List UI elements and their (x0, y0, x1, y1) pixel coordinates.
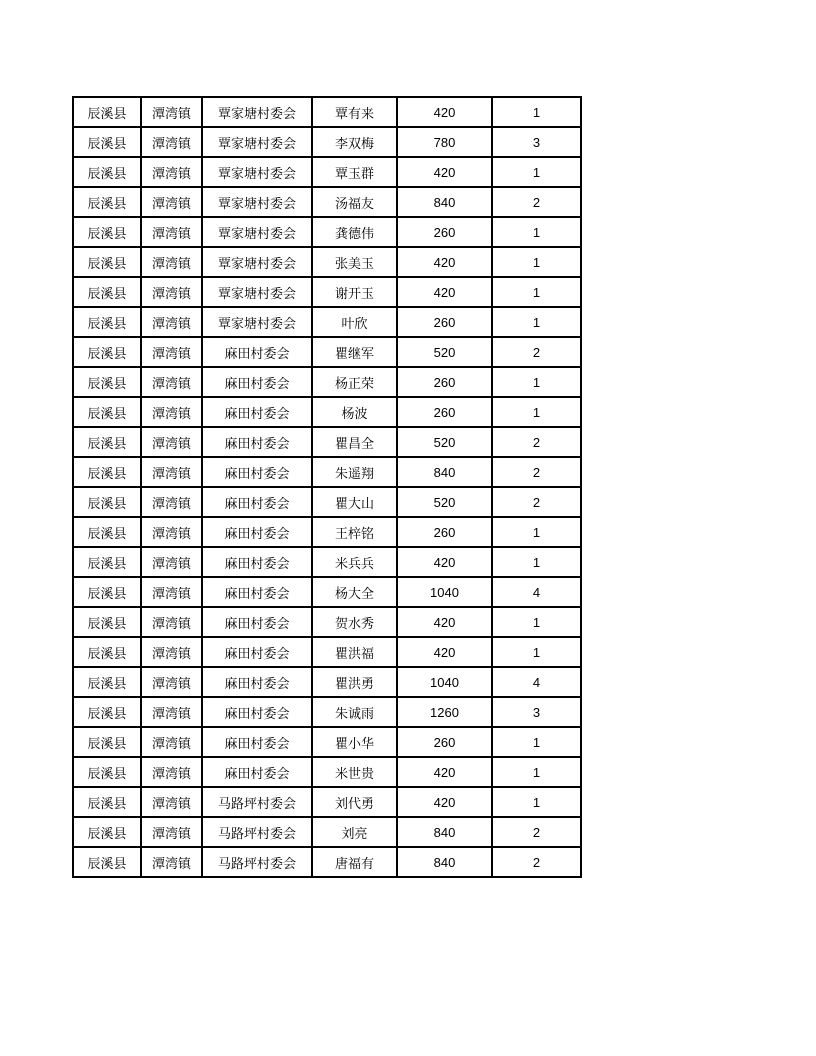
table-body (73, 97, 581, 877)
amount-cell: 420 (397, 247, 492, 277)
village-cell: 马路坪村委会 (202, 847, 312, 877)
town-cell: 潭湾镇 (141, 307, 202, 337)
village-cell: 麻田村委会 (202, 757, 312, 787)
count-cell: 1 (492, 307, 581, 337)
amount-cell: 420 (397, 637, 492, 667)
count-cell: 1 (492, 217, 581, 247)
count-cell: 2 (492, 427, 581, 457)
amount-cell: 420 (397, 157, 492, 187)
county-cell: 辰溪县 (73, 217, 141, 247)
name-cell: 刘代勇 (312, 787, 397, 817)
village-cell: 覃家塘村委会 (202, 97, 312, 127)
town-cell: 潭湾镇 (141, 97, 202, 127)
village-cell: 麻田村委会 (202, 397, 312, 427)
count-cell: 1 (492, 247, 581, 277)
name-cell: 瞿昌全 (312, 427, 397, 457)
table-row (73, 157, 581, 187)
name-cell: 覃有来 (312, 97, 397, 127)
table-row (73, 127, 581, 157)
name-cell: 瞿小华 (312, 727, 397, 757)
count-cell: 2 (492, 817, 581, 847)
count-cell: 1 (492, 517, 581, 547)
village-cell: 麻田村委会 (202, 517, 312, 547)
table-row (73, 697, 581, 727)
table-row (73, 517, 581, 547)
table-row (73, 247, 581, 277)
table-row (73, 397, 581, 427)
table-row (73, 727, 581, 757)
town-cell: 潭湾镇 (141, 667, 202, 697)
town-cell: 潭湾镇 (141, 547, 202, 577)
town-cell: 潭湾镇 (141, 607, 202, 637)
table-row (73, 187, 581, 217)
town-cell: 潭湾镇 (141, 367, 202, 397)
amount-cell: 1040 (397, 577, 492, 607)
village-cell: 覃家塘村委会 (202, 277, 312, 307)
town-cell: 潭湾镇 (141, 247, 202, 277)
town-cell: 潭湾镇 (141, 727, 202, 757)
count-cell: 4 (492, 577, 581, 607)
village-cell: 麻田村委会 (202, 487, 312, 517)
table-row (73, 577, 581, 607)
count-cell: 1 (492, 637, 581, 667)
county-cell: 辰溪县 (73, 457, 141, 487)
village-cell: 麻田村委会 (202, 607, 312, 637)
village-cell: 麻田村委会 (202, 337, 312, 367)
county-cell: 辰溪县 (73, 697, 141, 727)
count-cell: 2 (492, 487, 581, 517)
county-cell: 辰溪县 (73, 247, 141, 277)
name-cell: 覃玉群 (312, 157, 397, 187)
county-cell: 辰溪县 (73, 97, 141, 127)
amount-cell: 420 (397, 607, 492, 637)
count-cell: 1 (492, 97, 581, 127)
county-cell: 辰溪县 (73, 277, 141, 307)
county-cell: 辰溪县 (73, 157, 141, 187)
town-cell: 潭湾镇 (141, 157, 202, 187)
amount-cell: 420 (397, 787, 492, 817)
county-cell: 辰溪县 (73, 547, 141, 577)
village-cell: 麻田村委会 (202, 547, 312, 577)
count-cell: 1 (492, 157, 581, 187)
amount-cell: 260 (397, 307, 492, 337)
name-cell: 瞿继军 (312, 337, 397, 367)
name-cell: 刘亮 (312, 817, 397, 847)
count-cell: 1 (492, 757, 581, 787)
amount-cell: 260 (397, 517, 492, 547)
village-cell: 麻田村委会 (202, 637, 312, 667)
count-cell: 1 (492, 727, 581, 757)
count-cell: 2 (492, 187, 581, 217)
subsidy-table (72, 96, 582, 878)
town-cell: 潭湾镇 (141, 577, 202, 607)
count-cell: 1 (492, 607, 581, 637)
town-cell: 潭湾镇 (141, 337, 202, 367)
county-cell: 辰溪县 (73, 337, 141, 367)
name-cell: 张美玉 (312, 247, 397, 277)
town-cell: 潭湾镇 (141, 397, 202, 427)
town-cell: 潭湾镇 (141, 217, 202, 247)
county-cell: 辰溪县 (73, 637, 141, 667)
county-cell: 辰溪县 (73, 487, 141, 517)
table-row (73, 667, 581, 697)
village-cell: 麻田村委会 (202, 367, 312, 397)
count-cell: 3 (492, 127, 581, 157)
town-cell: 潭湾镇 (141, 757, 202, 787)
town-cell: 潭湾镇 (141, 487, 202, 517)
amount-cell: 1040 (397, 667, 492, 697)
table-row (73, 367, 581, 397)
county-cell: 辰溪县 (73, 367, 141, 397)
amount-cell: 840 (397, 187, 492, 217)
name-cell: 汤福友 (312, 187, 397, 217)
table-row (73, 457, 581, 487)
count-cell: 3 (492, 697, 581, 727)
village-cell: 麻田村委会 (202, 667, 312, 697)
village-cell: 麻田村委会 (202, 457, 312, 487)
table-row (73, 817, 581, 847)
name-cell: 朱遥翔 (312, 457, 397, 487)
amount-cell: 520 (397, 487, 492, 517)
count-cell: 1 (492, 397, 581, 427)
amount-cell: 520 (397, 427, 492, 457)
name-cell: 杨大全 (312, 577, 397, 607)
table-row (73, 607, 581, 637)
amount-cell: 840 (397, 847, 492, 877)
county-cell: 辰溪县 (73, 577, 141, 607)
town-cell: 潭湾镇 (141, 517, 202, 547)
county-cell: 辰溪县 (73, 427, 141, 457)
name-cell: 杨正荣 (312, 367, 397, 397)
town-cell: 潭湾镇 (141, 277, 202, 307)
amount-cell: 780 (397, 127, 492, 157)
town-cell: 潭湾镇 (141, 187, 202, 217)
name-cell: 龚德伟 (312, 217, 397, 247)
village-cell: 马路坪村委会 (202, 817, 312, 847)
amount-cell: 260 (397, 727, 492, 757)
village-cell: 覃家塘村委会 (202, 157, 312, 187)
village-cell: 麻田村委会 (202, 697, 312, 727)
village-cell: 马路坪村委会 (202, 787, 312, 817)
county-cell: 辰溪县 (73, 787, 141, 817)
name-cell: 瞿洪福 (312, 637, 397, 667)
county-cell: 辰溪县 (73, 127, 141, 157)
county-cell: 辰溪县 (73, 397, 141, 427)
amount-cell: 520 (397, 337, 492, 367)
count-cell: 1 (492, 787, 581, 817)
table-row (73, 277, 581, 307)
table-row (73, 217, 581, 247)
count-cell: 2 (492, 337, 581, 367)
count-cell: 1 (492, 277, 581, 307)
table-row (73, 307, 581, 337)
table-row (73, 487, 581, 517)
count-cell: 1 (492, 547, 581, 577)
village-cell: 麻田村委会 (202, 727, 312, 757)
town-cell: 潭湾镇 (141, 697, 202, 727)
name-cell: 叶欣 (312, 307, 397, 337)
table-row (73, 787, 581, 817)
table-row (73, 637, 581, 667)
county-cell: 辰溪县 (73, 817, 141, 847)
town-cell: 潭湾镇 (141, 637, 202, 667)
table-row (73, 547, 581, 577)
amount-cell: 840 (397, 457, 492, 487)
amount-cell: 260 (397, 367, 492, 397)
name-cell: 瞿大山 (312, 487, 397, 517)
name-cell: 王梓铭 (312, 517, 397, 547)
name-cell: 谢开玉 (312, 277, 397, 307)
amount-cell: 1260 (397, 697, 492, 727)
village-cell: 覃家塘村委会 (202, 217, 312, 247)
village-cell: 覃家塘村委会 (202, 127, 312, 157)
county-cell: 辰溪县 (73, 727, 141, 757)
name-cell: 瞿洪勇 (312, 667, 397, 697)
county-cell: 辰溪县 (73, 607, 141, 637)
amount-cell: 420 (397, 757, 492, 787)
amount-cell: 260 (397, 397, 492, 427)
name-cell: 贺水秀 (312, 607, 397, 637)
town-cell: 潭湾镇 (141, 427, 202, 457)
count-cell: 1 (492, 367, 581, 397)
county-cell: 辰溪县 (73, 187, 141, 217)
name-cell: 米世贵 (312, 757, 397, 787)
county-cell: 辰溪县 (73, 757, 141, 787)
county-cell: 辰溪县 (73, 667, 141, 697)
town-cell: 潭湾镇 (141, 817, 202, 847)
amount-cell: 840 (397, 817, 492, 847)
table-row (73, 97, 581, 127)
count-cell: 4 (492, 667, 581, 697)
amount-cell: 420 (397, 547, 492, 577)
table-row (73, 337, 581, 367)
table-row (73, 427, 581, 457)
village-cell: 麻田村委会 (202, 427, 312, 457)
name-cell: 朱诚雨 (312, 697, 397, 727)
town-cell: 潭湾镇 (141, 127, 202, 157)
county-cell: 辰溪县 (73, 307, 141, 337)
town-cell: 潭湾镇 (141, 457, 202, 487)
village-cell: 覃家塘村委会 (202, 307, 312, 337)
count-cell: 2 (492, 847, 581, 877)
table-row (73, 847, 581, 877)
name-cell: 米兵兵 (312, 547, 397, 577)
count-cell: 2 (492, 457, 581, 487)
amount-cell: 420 (397, 277, 492, 307)
village-cell: 麻田村委会 (202, 577, 312, 607)
county-cell: 辰溪县 (73, 847, 141, 877)
name-cell: 唐福有 (312, 847, 397, 877)
name-cell: 李双梅 (312, 127, 397, 157)
town-cell: 潭湾镇 (141, 847, 202, 877)
village-cell: 覃家塘村委会 (202, 247, 312, 277)
name-cell: 杨波 (312, 397, 397, 427)
county-cell: 辰溪县 (73, 517, 141, 547)
town-cell: 潭湾镇 (141, 787, 202, 817)
amount-cell: 260 (397, 217, 492, 247)
table-row (73, 757, 581, 787)
amount-cell: 420 (397, 97, 492, 127)
village-cell: 覃家塘村委会 (202, 187, 312, 217)
